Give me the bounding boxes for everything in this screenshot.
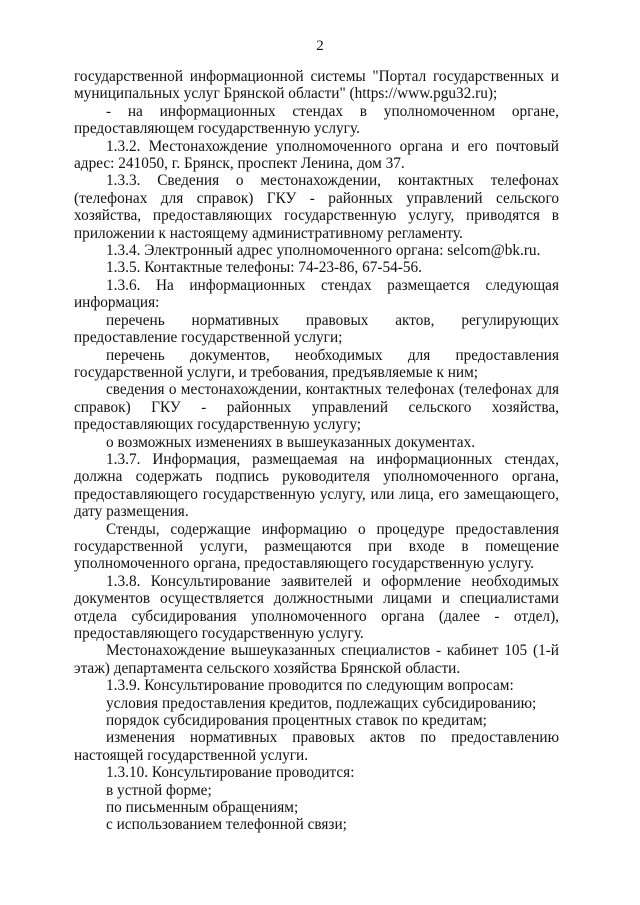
paragraph: с использованием телефонной связи;	[106, 816, 347, 834]
paragraph: 1.3.3. Сведения о местонахождении, контактных телефонах (телефонах для справок) ГКУ - районных управлений сельского хозяйства, предоставляющих государственную услугу, приводятся в приложении к настоящему административному регламенту.	[74, 172, 559, 242]
paragraph: 1.3.10. Консультирование проводится:	[106, 764, 355, 782]
document-body	[74, 68, 559, 834]
paragraph: 1.3.6. На информационных стендах размещается следующая информация:	[74, 276, 559, 312]
paragraph: перечень нормативных правовых актов, регулирующих предоставление государственной услуги;	[74, 311, 559, 347]
paragraph: Местонахождение вышеуказанных специалистов - кабинет 105 (1-й этаж) департамента сельского хозяйства Брянской области.	[74, 642, 559, 677]
paragraph: 1.3.9. Консультирование проводится по следующим вопросам:	[106, 677, 514, 695]
paragraph: сведения о местонахождении, контактных телефонах (телефонах для справок) ГКУ - районных управлений сельского хозяйства, предоставляющих государственную услугу;	[74, 381, 559, 434]
paragraph: изменения нормативных правовых актов по предоставлению настоящей государственной услуги.	[74, 729, 559, 764]
paragraph: условия предоставления кредитов, подлежащих субсидированию;	[106, 694, 537, 712]
paragraph: о возможных изменениях в вышеуказанных документах.	[106, 433, 476, 451]
paragraph: 1.3.5. Контактные телефоны: 74-23-86, 67-54-56.	[106, 259, 422, 277]
paragraph: 1.3.8. Консультирование заявителей и оформление необходимых документов осуществляется должностными лицами и специалистами отдела субсидирования уполномоченного органа (далее - отдел), предоставляющего государственную услугу.	[74, 572, 559, 642]
paragraph: - на информационных стендах в уполномоченном органе, предоставляющем государственную услугу.	[74, 102, 559, 138]
paragraph: 1.3.7. Информация, размещаемая на информационных стендах, должна содержать подпись руководителя уполномоченного органа, предоставляющего государственную услугу, или лица, его замещающего, дату размещения.	[74, 450, 559, 521]
paragraph: порядок субсидирования процентных ставок по кредитам;	[106, 712, 487, 730]
paragraph: государственной информационной системы "Портал государственных и муниципальных услуг Брянской области" (https://www.pgu32.ru);	[74, 68, 559, 103]
paragraph: Стенды, содержащие информацию о процедуре предоставления государственной услуги, размещаются при входе в помещение уполномоченного органа, предоставляющего государственную услугу.	[74, 520, 559, 573]
paragraph: по письменным обращениям;	[106, 799, 299, 817]
paragraph: в устной форме;	[106, 781, 212, 799]
paragraph: перечень документов, необходимых для предоставления государственной услуги, и требования, предъявляемые к ним;	[74, 346, 559, 381]
page-number: 2	[316, 38, 324, 54]
paragraph: 1.3.2. Местонахождение уполномоченного органа и его почтовый адрес: 241050, г. Брянск, проспект Ленина, дом 37.	[74, 137, 559, 173]
paragraph: 1.3.4. Электронный адрес уполномоченного органа: selcom@bk.ru.	[106, 242, 541, 260]
